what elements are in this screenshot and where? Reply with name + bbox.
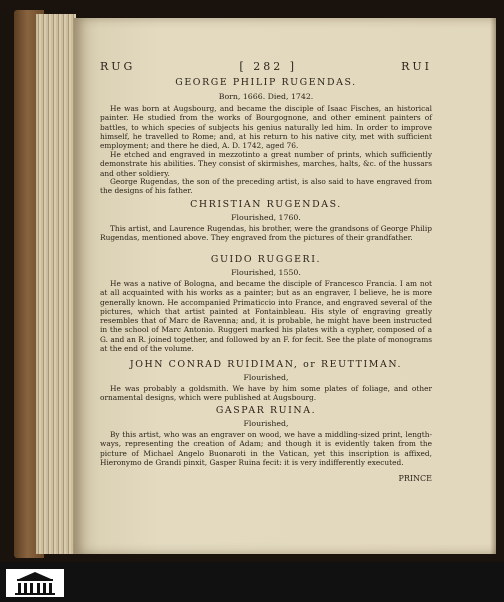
entry-heading: JOHN CONRAD RUIDIMAN, or REUTTIMAN. — [129, 359, 403, 370]
entry-heading: GUIDO RUGGERI. — [210, 254, 322, 265]
entry-heading: GASPAR RUINA. — [215, 405, 317, 416]
entry-paragraph: This artist, and Laurence Rugendas, his brother, were the grandsons of George Philip Rugendas, mentioned above. They engraved from the pictures of their grandfather. — [100, 224, 432, 243]
library-building-logo-icon — [6, 569, 64, 597]
running-head — [100, 60, 432, 73]
entry-subheading: Born, 1666. Died, 1742. — [218, 92, 314, 101]
running-head-right: RUI — [401, 60, 432, 73]
entry-paragraph: By this artist, who was an engraver on wood, we have a middling-sized print, length-ways, representing the creation of Adam; and though it is evidently taken from the picture of Michael Angelo Buonaroti in the Vatican, yet this inscription is affixed, Hieronymo de Grandi pinxit, Gasper Ruina fecit: it is very indifferently executed. — [100, 430, 432, 467]
page-edges — [36, 14, 76, 554]
entry-subheading: Flourished, 1550. — [231, 268, 301, 277]
entry-subheading: Flourished, 1760. — [231, 213, 301, 222]
entry-paragraph: He was a native of Bologna, and became the disciple of Francesco Francia. I am not at all acquainted with his works as a painter; but as an engraver, I believe, he is more generally known. He accompanied Primaticcio into France, and engraved several of the pictures, which that artist painted at Fontainbleau. His style of engraving greatly resembles that of Marc de Ravenna; and, it is probable, he might have been instructed in the school of Marc Antonio. Ruggeri marked his plates with a cypher, composed of a G. and an R. joined together, and followed by an F. for fecit. See the plate of monograms at the end of the volume. — [100, 279, 432, 354]
entry-paragraph: He was probably a goldsmith. We have by him some plates of foliage, and other ornamental designs, which were published at Augsbourg. — [100, 384, 432, 403]
page-number: [ 282 ] — [239, 60, 297, 73]
running-head-left: RUG — [100, 60, 136, 73]
entry-heading: CHRISTIAN RUGENDAS. — [190, 199, 342, 210]
catchword: PRINCE — [398, 474, 432, 483]
entry-heading: GEORGE PHILIP RUGENDAS. — [175, 77, 357, 88]
entry-subheading: Flourished, — [243, 373, 289, 382]
entry-paragraph: George Rugendas, the son of the preceding artist, is also said to have engraved from the designs of his father. — [100, 177, 432, 196]
entry-paragraph: He etched and engraved in mezzotinto a great number of prints, which sufficiently demonstrate his abilities. They consist of skirmishes, marches, halts, &c. of the hussars and other soldiery. — [100, 150, 432, 178]
entry-subheading: Flourished, — [243, 419, 289, 428]
entry-paragraph: He was born at Augsbourg, and became the disciple of Isaac Fisches, an historical painter. He studied from the works of Bourgognone, and other eminent painters of battles, to which species of subjects his genius naturally led him. In order to improve himself, he travelled to Rome; and, at his return to his native city, met with sufficient employment; and there he died, A. D. 1742, aged 76. — [100, 104, 432, 151]
viewer-footer-bar — [0, 562, 504, 602]
